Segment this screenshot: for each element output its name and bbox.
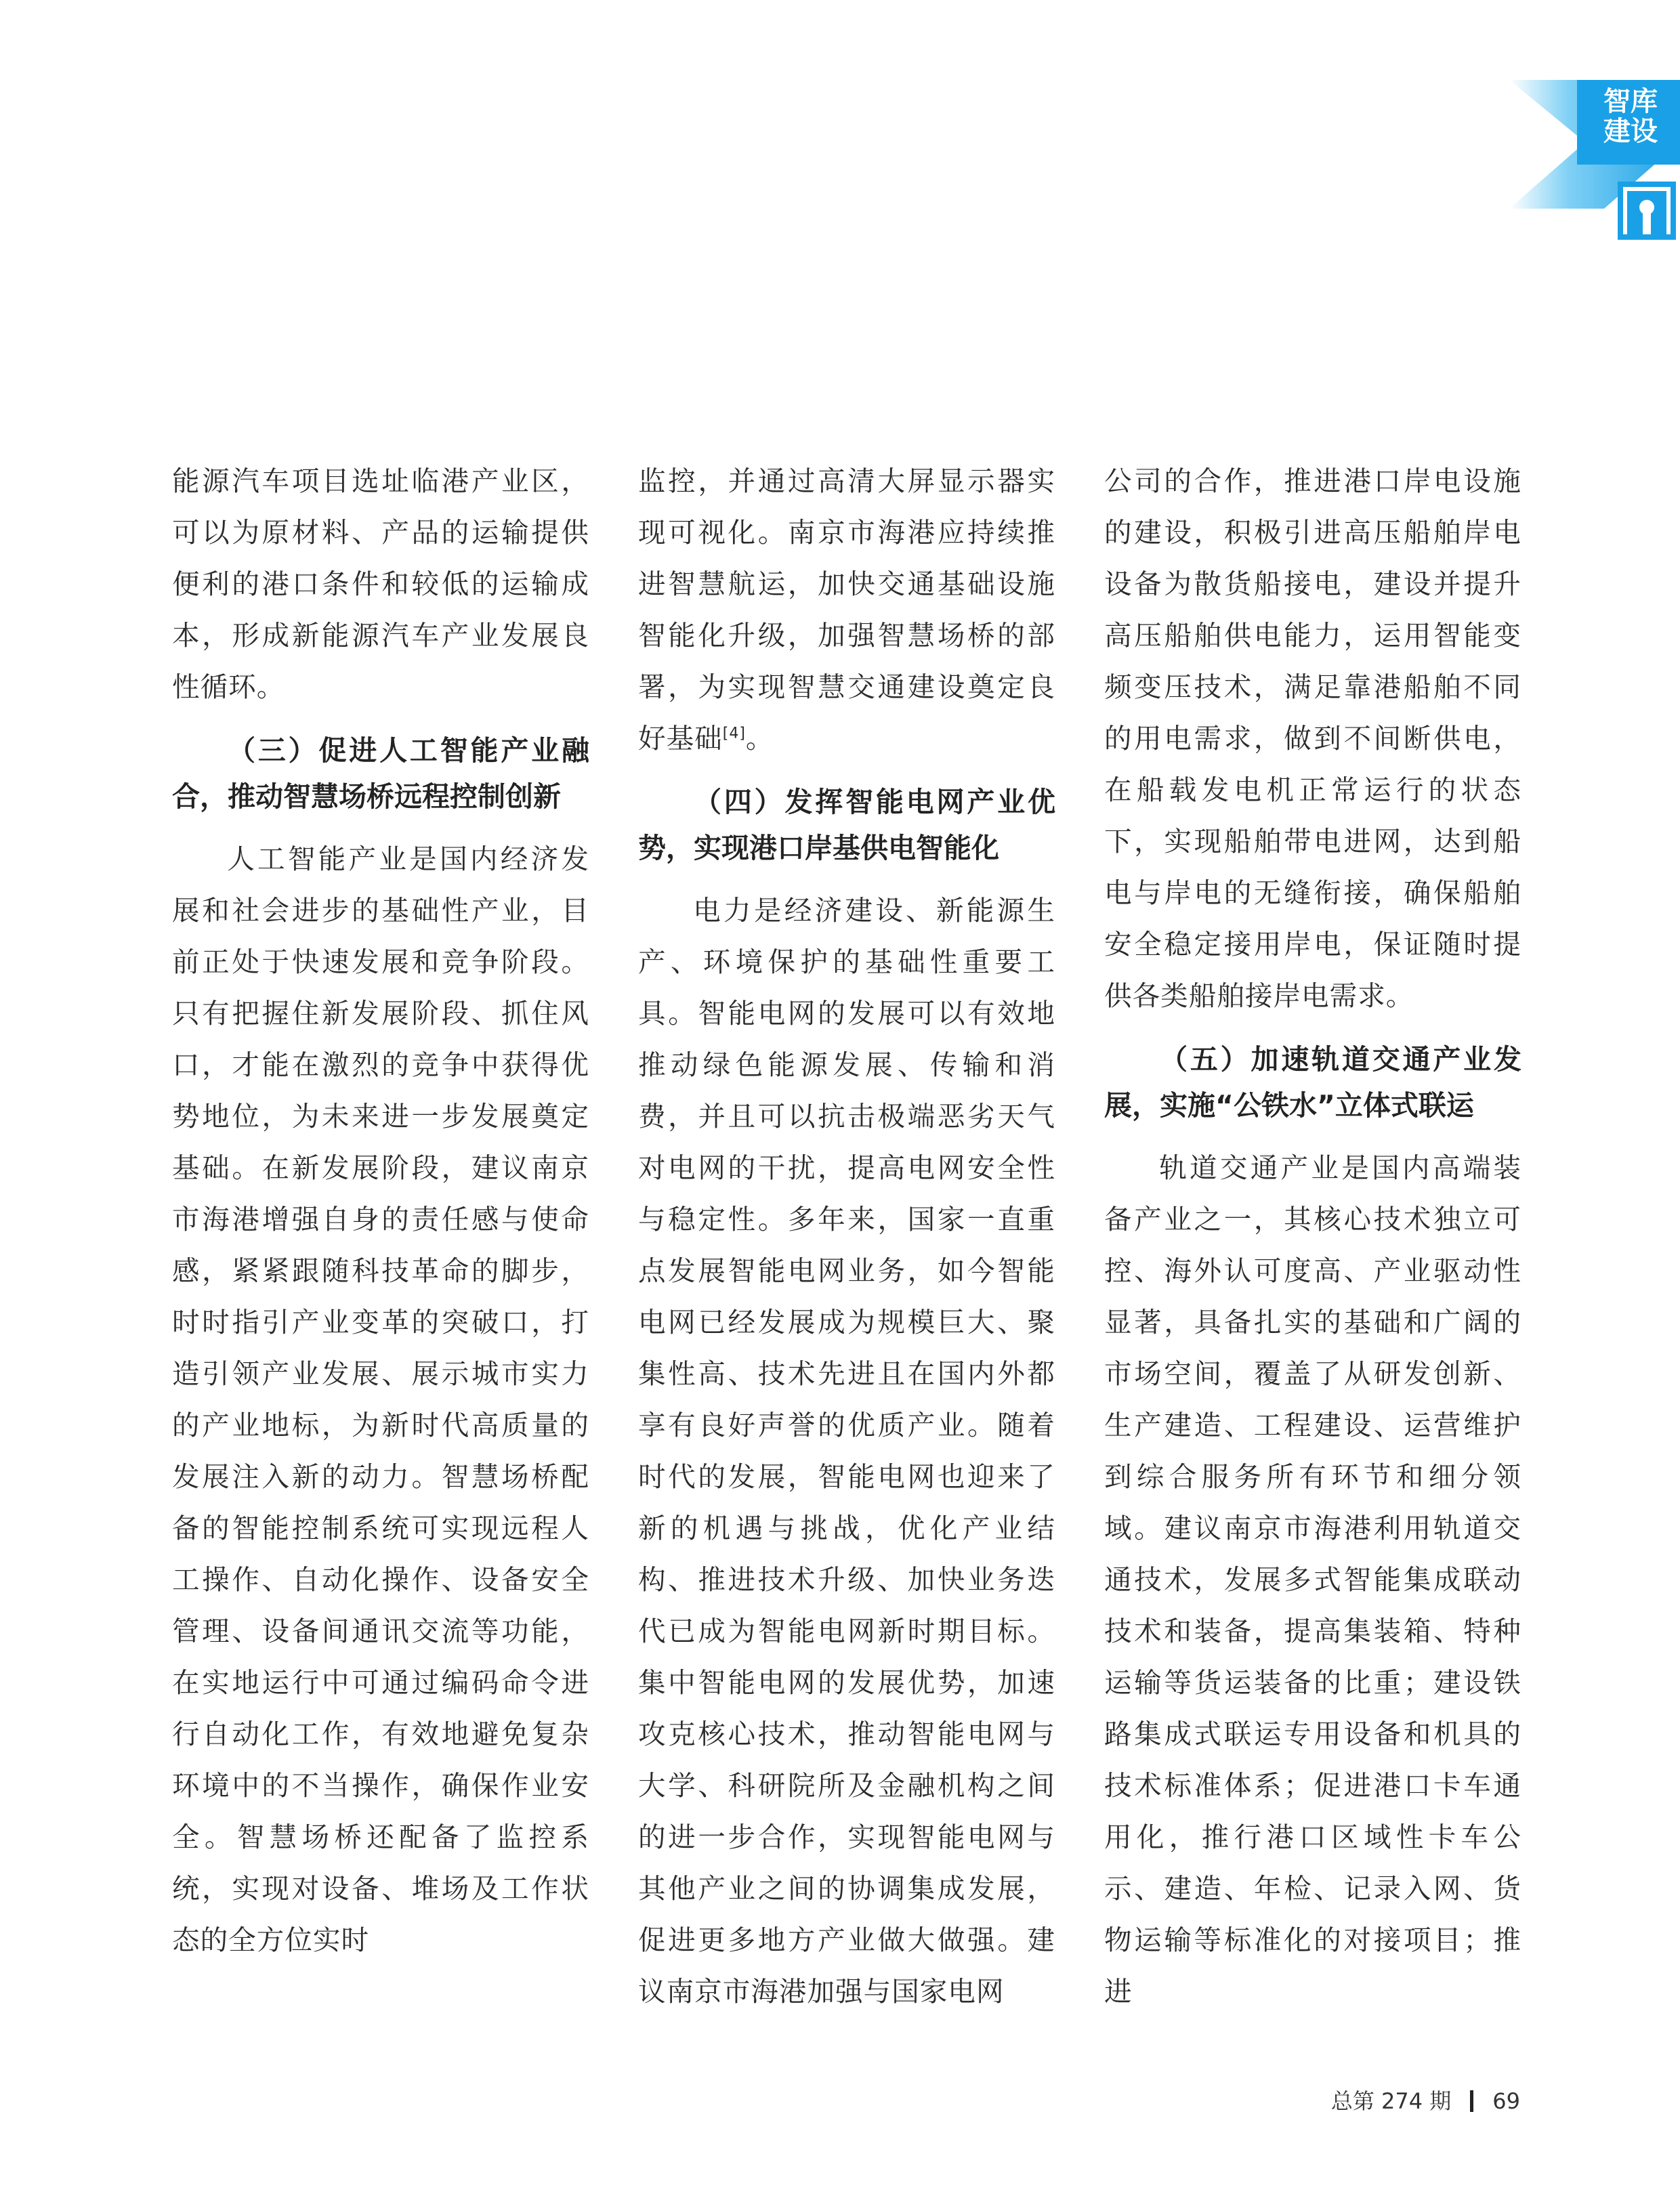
section-heading-5: （五）加速轨道交通产业发展，实施“公铁水”立体式联运 <box>1104 1043 1521 1122</box>
section-badge <box>1509 80 1680 209</box>
footer-divider <box>1470 2090 1473 2112</box>
paragraph-text: 监控，并通过高清大屏显示器实现可视化。南京市海港应持续推进智慧航运，加快交通基础设施智能化升级，加强智慧场桥的部署，为实现智慧交通建设奠定良好基础 <box>638 465 1055 755</box>
badge-label-line2: 建设 <box>1603 116 1658 147</box>
paragraph <box>638 455 1055 764</box>
section-heading-4: （四）发挥智能电网产业优势，实现港口岸基供电智能化 <box>638 786 1055 864</box>
paragraph: 人工智能产业是国内经济发展和社会进步的基础性产业，目前正处于快速发展和竞争阶段。只有把握住新发展阶段、抓住风口，才能在激烈的竞争中获得优势地位，为未来进一步发展奠定基础。在新发展阶段，建议南京市海港增强自身的责任感与使命感，紧紧跟随科技革命的脚步，时时指引产业变革的突破口，打造引领产业发展、展示城市实力的产业地标，为新时代高质量的发展注入新的动力。智慧场桥配备的智能控制系统可实现远程人工操作、自动化操作、设备安全管理、设备间通讯交流等功能，在实地运行中可通过编码命令进行自动化工作，有效地避免复杂环境中的不当操作，确保作业安全。智慧场桥还配备了监控系统，实现对设备、堆场及工作状态的全方位实时 <box>172 843 589 1956</box>
text-column-1 <box>172 455 589 1966</box>
paragraph: 电力是经济建设、新能源生产、环境保护的基础性重要工具。智能电网的发展可以有效地推动绿色能源发展、传输和消费，并且可以抗击极端恶劣天气对电网的干扰，提高电网安全性与稳定性。多年来，国家一直重点发展智能电网业务，如今智能电网已经发展成为规模巨大、聚集性高、技术先进且在国内外都享有良好声誉的优质产业。随着时代的发展，智能电网也迎来了新的机遇与挑战，优化产业结构、推进技术升级、加快业务迭代已成为智能电网新时期目标。集中智能电网的发展优势，加速攻克核心技术，推动智能电网与大学、科研院所及金融机构之间的进一步合作，实现智能电网与其他产业之间的协调集成发展，促进更多地方产业做大做强。建议南京市海港加强与国家电网 <box>638 894 1055 2008</box>
paragraph-end: 。 <box>745 722 774 755</box>
section-heading-3: （三）促进人工智能产业融合，推动智慧场桥远程控制创新 <box>172 734 589 813</box>
badge-label-line1: 智库 <box>1603 86 1658 117</box>
page-number: 69 <box>1492 2088 1520 2114</box>
paragraph: 轨道交通产业是国内高端装备产业之一，其核心技术独立可控、海外认可度高、产业驱动性显著，具备扎实的基础和广阔的市场空间，覆盖了从研发创新、生产建造、工程建设、运营维护到综合服务所有环节和细分领域。建议南京市海港利用轨道交通技术，发展多式智能集成联动技术和装备，提高集装箱、特种运输等货运装备的比重；建设铁路集成式联运专用设备和机具的技术标准体系；促进港口卡车通用化，推行港口区域性卡车公示、建造、年检、记录入网、货物运输等标准化的对接项目；推进 <box>1104 1151 1521 2008</box>
keyhole-icon <box>1618 182 1676 240</box>
paragraph: 公司的合作，推进港口岸电设施的建设，积极引进高压船舶岸电设备为散货船接电，建设并提升高压船舶供电能力，运用智能变频变压技术，满足靠港船舶不同的用电需求，做到不间断供电，在船载发电机正常运行的状态下，实现船舶带电进网，达到船电与岸电的无缝衔接，确保船舶安全稳定接用岸电，保证随时提供各类船舶接岸电需求。 <box>1104 465 1521 1012</box>
page-footer <box>1331 2088 1520 2115</box>
paragraph: 能源汽车项目选址临港产业区，可以为原材料、产品的运输提供便利的港口条件和较低的运输成本，形成新能源汽车产业发展良性循环。 <box>172 465 589 703</box>
text-column-3 <box>1104 455 1521 2017</box>
text-column-2 <box>638 455 1055 2017</box>
badge-label <box>1580 87 1680 146</box>
citation-ref: [4] <box>722 725 746 742</box>
issue-number: 总第 274 期 <box>1330 2088 1452 2114</box>
